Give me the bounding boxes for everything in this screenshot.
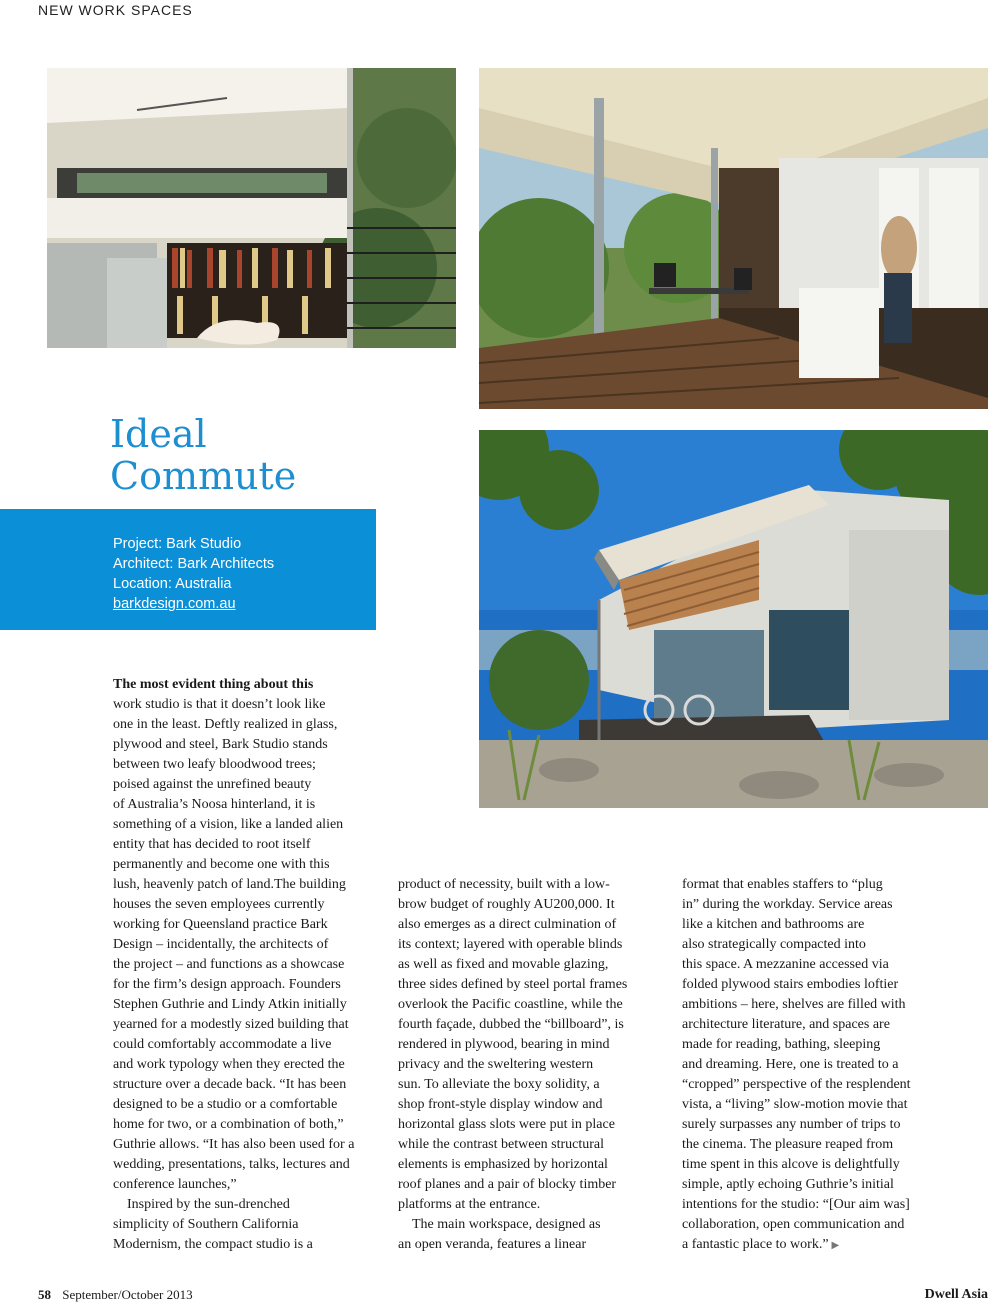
body-line: could comfortably accommodate a live xyxy=(113,1037,332,1052)
body-line: intentions for the studio: “[Our aim was] xyxy=(682,1197,910,1212)
body-line: and dreaming. Here, one is treated to a xyxy=(682,1057,899,1072)
body-line: elements is emphasized by horizontal xyxy=(398,1157,608,1172)
body-line: permanently and become one with this xyxy=(113,857,330,872)
project-info-box xyxy=(0,509,376,630)
body-line: while the contrast between structural xyxy=(398,1137,605,1152)
project-location: Location: Australia xyxy=(113,576,232,592)
body-line: lush, heavenly patch of land.The building xyxy=(113,877,346,892)
body-line: roof planes and a pair of blocky timber xyxy=(398,1177,617,1192)
body-line: Design – incidentally, the architects of xyxy=(113,937,329,952)
body-line: a fantastic place to work.” ▶ xyxy=(682,1235,944,1255)
body-line: and work typology when they erected the xyxy=(113,1057,345,1072)
body-line: simple, aptly echoing Guthrie’s initial xyxy=(682,1177,894,1192)
page-footer xyxy=(38,1287,193,1303)
body-line: structure over a decade back. “It has been xyxy=(113,1077,347,1092)
body-line: in” during the workday. Service areas xyxy=(682,897,893,912)
body-line: Stephen Guthrie and Lindy Atkin initially xyxy=(113,997,347,1012)
body-line: brow budget of roughly AU200,000. It xyxy=(398,897,615,912)
body-line: its context; layered with operable blinds xyxy=(398,937,623,952)
issue-date: September/October 2013 xyxy=(62,1287,193,1302)
body-line: the cinema. The pleasure reaped from xyxy=(682,1137,894,1152)
body-line: also strategically compacted into xyxy=(682,937,866,952)
body-line: ambitions – here, shelves are filled with xyxy=(682,997,906,1012)
body-line: as well as fixed and movable glazing, xyxy=(398,957,609,972)
body-line: simplicity of Southern California xyxy=(113,1217,299,1232)
body-line: conference launches,” xyxy=(113,1177,237,1192)
article-headline xyxy=(110,413,296,497)
body-line: working for Queensland practice Bark xyxy=(113,917,328,932)
body-line: The most evident thing about this xyxy=(113,677,314,692)
body-line: plywood and steel, Bark Studio stands xyxy=(113,737,328,752)
body-line: “cropped” perspective of the resplendent xyxy=(682,1077,911,1092)
body-line: between two leafy bloodwood trees; xyxy=(113,757,316,772)
end-of-article-icon: ▶ xyxy=(831,1240,840,1251)
body-line: privacy and the sweltering western xyxy=(398,1057,594,1072)
body-line: poised against the unrefined beauty xyxy=(113,777,312,792)
body-line: houses the seven employees currently xyxy=(113,897,325,912)
body-line: wedding, presentations, talks, lectures and xyxy=(113,1157,350,1172)
page-number: 58 xyxy=(38,1287,51,1302)
body-column-2 xyxy=(398,875,660,1255)
body-line: Modernism, the compact studio is a xyxy=(113,1237,313,1252)
body-line: horizontal glass slots were put in place xyxy=(398,1117,615,1132)
headline-line-1: Ideal xyxy=(110,412,207,456)
headline-line-2: Commute xyxy=(110,454,297,498)
body-line: shop front-style display window and xyxy=(398,1097,603,1112)
project-name: Project: Bark Studio xyxy=(113,536,242,552)
body-line: format that enables staffers to “plug xyxy=(682,877,883,892)
body-line: product of necessity, built with a low- xyxy=(398,877,610,892)
website-link[interactable]: barkdesign.com.au xyxy=(113,596,236,612)
body-line: the project – and functions as a showcase xyxy=(113,957,345,972)
body-line: made for reading, bathing, sleeping xyxy=(682,1037,881,1052)
body-line: folded plywood stairs embodies loftier xyxy=(682,977,899,992)
body-line: an open veranda, features a linear xyxy=(398,1237,587,1252)
body-line: home for two, or a combination of both,” xyxy=(113,1117,344,1132)
exterior-photo xyxy=(479,430,988,808)
body-line: platforms at the entrance. xyxy=(398,1197,541,1212)
body-line: for the firm’s design approach. Founders xyxy=(113,977,341,992)
body-line: something of a vision, like a landed alien xyxy=(113,817,344,832)
body-line: surely surpasses any number of trips to xyxy=(682,1117,901,1132)
body-line: Inspired by the sun-drenched xyxy=(127,1197,290,1212)
section-label: NEW WORK SPACES xyxy=(38,2,193,18)
body-line: architecture literature, and spaces are xyxy=(682,1017,890,1032)
body-line: this space. A mezzanine accessed via xyxy=(682,957,889,972)
body-line: The main workspace, designed as xyxy=(412,1217,601,1232)
workspace-photo xyxy=(479,68,988,409)
body-line: of Australia’s Noosa hinterland, it is xyxy=(113,797,316,812)
body-line: work studio is that it doesn’t look like xyxy=(113,697,326,712)
body-line: like a kitchen and bathrooms are xyxy=(682,917,865,932)
body-line: sun. To alleviate the boxy solidity, a xyxy=(398,1077,600,1092)
body-line: designed to be a studio or a comfortable xyxy=(113,1097,338,1112)
body-line: three sides defined by steel portal frames xyxy=(398,977,628,992)
body-line: Guthrie allows. “It has also been used for a xyxy=(113,1137,355,1152)
body-line: collaboration, open communication and xyxy=(682,1217,905,1232)
body-line: entity that has decided to root itself xyxy=(113,837,311,852)
body-column-3 xyxy=(682,875,944,1255)
magazine-name: Dwell Asia xyxy=(924,1287,988,1302)
body-line: also emerges as a direct culmination of xyxy=(398,917,617,932)
architect-name: Architect: Bark Architects xyxy=(113,556,275,572)
body-line: time spent in this alcove is delightfully xyxy=(682,1157,900,1172)
body-line: yearned for a modestly sized building that xyxy=(113,1017,349,1032)
body-line: one in the least. Deftly realized in glass, xyxy=(113,717,338,732)
mezzanine-photo xyxy=(47,68,456,348)
body-line: vista, a “living” slow-motion movie that xyxy=(682,1097,908,1112)
body-line: rendered in plywood, bearing in mind xyxy=(398,1037,610,1052)
body-column-1 xyxy=(113,675,383,1255)
body-line: overlook the Pacific coastline, while the xyxy=(398,997,623,1012)
body-line: fourth façade, dubbed the “billboard”, is xyxy=(398,1017,624,1032)
